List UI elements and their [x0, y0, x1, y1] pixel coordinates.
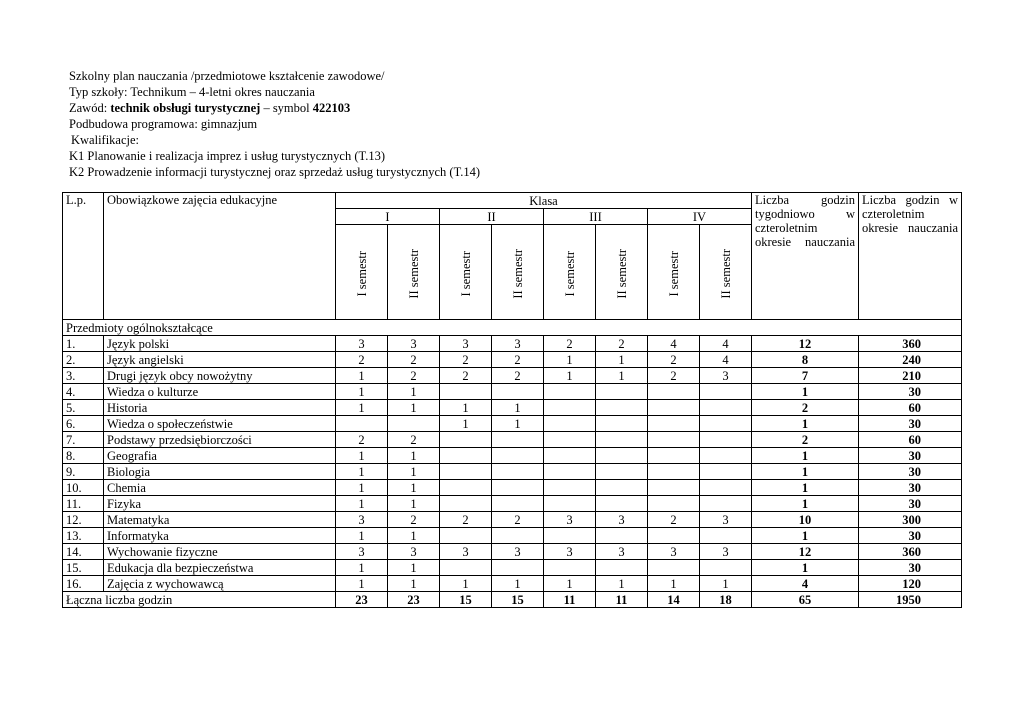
semester-hours: 3	[336, 336, 388, 352]
semester-hours	[648, 432, 700, 448]
footer-semester-hours: 11	[596, 592, 648, 608]
subject-name: Fizyka	[104, 496, 336, 512]
subject-name: Informatyka	[104, 528, 336, 544]
semester-hours: 3	[492, 336, 544, 352]
semester-hours	[492, 448, 544, 464]
table-row	[63, 336, 962, 352]
semester-hours	[700, 384, 752, 400]
semester-hours: 2	[388, 432, 440, 448]
semester-header	[700, 225, 752, 320]
semester-hours: 1	[596, 352, 648, 368]
semester-hours	[440, 464, 492, 480]
footer-semester-hours: 15	[440, 592, 492, 608]
footer-semester-hours: 23	[336, 592, 388, 608]
weekly-hours: 12	[752, 544, 859, 560]
semester-hours	[596, 416, 648, 432]
subject-name: Język polski	[104, 336, 336, 352]
semester-hours: 2	[440, 512, 492, 528]
semester-hours	[596, 496, 648, 512]
semester-hours: 1	[596, 368, 648, 384]
header-line-plan: Szkolny plan nauczania /przedmiotowe kształcenie zawodowe/	[69, 69, 385, 83]
profession-mid: – symbol	[260, 101, 313, 115]
semester-hours: 2	[492, 512, 544, 528]
total-hours: 360	[859, 544, 962, 560]
semester-hours: 4	[648, 336, 700, 352]
semester-header	[440, 225, 492, 320]
semester-hours: 1	[544, 352, 596, 368]
subject-name: Wychowanie fizyczne	[104, 544, 336, 560]
table-row	[63, 368, 962, 384]
row-number: 10.	[63, 480, 104, 496]
semester-hours: 1	[440, 400, 492, 416]
table-row	[63, 352, 962, 368]
semester-hours	[596, 448, 648, 464]
semester-hours	[440, 528, 492, 544]
subject-name: Wiedza o społeczeństwie	[104, 416, 336, 432]
footer-label: Łączna liczba godzin	[63, 592, 336, 608]
row-number: 6.	[63, 416, 104, 432]
row-number: 9.	[63, 464, 104, 480]
total-hours: 210	[859, 368, 962, 384]
row-number: 3.	[63, 368, 104, 384]
semester-hours	[648, 416, 700, 432]
header-line-basis: Podbudowa programowa: gimnazjum	[69, 117, 258, 131]
semester-hours	[492, 560, 544, 576]
section-title: Przedmioty ogólnokształcące	[63, 320, 962, 336]
semester-hours	[492, 496, 544, 512]
row-number: 4.	[63, 384, 104, 400]
row-number: 15.	[63, 560, 104, 576]
semester-label: II semestr	[718, 249, 733, 299]
semester-header	[596, 225, 648, 320]
semester-hours: 4	[700, 336, 752, 352]
subject-name: Matematyka	[104, 512, 336, 528]
semester-label: II semestr	[406, 249, 421, 299]
semester-hours	[648, 528, 700, 544]
weekly-hours: 10	[752, 512, 859, 528]
weekly-hours: 4	[752, 576, 859, 592]
table-row	[63, 496, 962, 512]
semester-hours: 2	[388, 368, 440, 384]
semester-hours: 1	[388, 480, 440, 496]
semester-hours: 1	[336, 576, 388, 592]
semester-hours: 2	[648, 368, 700, 384]
row-number: 7.	[63, 432, 104, 448]
semester-label: II semestr	[510, 249, 525, 299]
semester-header	[388, 225, 440, 320]
semester-hours	[700, 432, 752, 448]
table-row	[63, 416, 962, 432]
semester-hours: 2	[440, 368, 492, 384]
row-number: 1.	[63, 336, 104, 352]
subject-name: Biologia	[104, 464, 336, 480]
class-header-3: III	[544, 209, 648, 225]
header-line-qualifications: Kwalifikacje:	[71, 133, 140, 147]
semester-hours: 1	[336, 480, 388, 496]
table-footer-row	[63, 592, 962, 608]
semester-hours: 1	[336, 448, 388, 464]
semester-hours	[700, 448, 752, 464]
total-hours: 30	[859, 560, 962, 576]
semester-hours	[492, 480, 544, 496]
row-number: 16.	[63, 576, 104, 592]
subject-name: Chemia	[104, 480, 336, 496]
semester-label: I semestr	[562, 251, 577, 297]
total-hours: 30	[859, 480, 962, 496]
total-hours: 30	[859, 496, 962, 512]
semester-hours	[544, 496, 596, 512]
semester-hours	[544, 448, 596, 464]
semester-hours: 2	[336, 432, 388, 448]
footer-semester-hours: 11	[544, 592, 596, 608]
semester-hours: 1	[492, 416, 544, 432]
semester-hours	[492, 464, 544, 480]
class-header-2: II	[440, 209, 544, 225]
row-number: 5.	[63, 400, 104, 416]
semester-hours	[596, 528, 648, 544]
semester-hours: 1	[336, 560, 388, 576]
semester-hours	[648, 448, 700, 464]
semester-hours: 1	[388, 528, 440, 544]
total-hours: 360	[859, 336, 962, 352]
semester-hours	[544, 528, 596, 544]
footer-total-hours: 1950	[859, 592, 962, 608]
semester-hours: 1	[336, 384, 388, 400]
semester-hours	[492, 528, 544, 544]
semester-hours	[596, 560, 648, 576]
header-line-k2: K2 Prowadzenie informacji turystycznej oraz sprzedaż usług turystycznych (T.14)	[69, 165, 481, 179]
table-row	[63, 448, 962, 464]
semester-hours: 1	[336, 400, 388, 416]
semester-hours	[544, 384, 596, 400]
semester-label: I semestr	[354, 251, 369, 297]
total-hours: 300	[859, 512, 962, 528]
weekly-hours: 1	[752, 480, 859, 496]
semester-hours	[544, 480, 596, 496]
semester-hours	[700, 560, 752, 576]
curriculum-table	[62, 192, 962, 608]
table-row	[63, 400, 962, 416]
semester-hours: 3	[492, 544, 544, 560]
document-header	[69, 68, 480, 180]
subject-name: Geografia	[104, 448, 336, 464]
row-number: 2.	[63, 352, 104, 368]
semester-hours: 1	[336, 464, 388, 480]
footer-semester-hours: 23	[388, 592, 440, 608]
semester-hours	[648, 464, 700, 480]
col-total-header: Liczba godzin w czteroletnim okresie nauczania	[859, 193, 962, 320]
semester-hours: 2	[544, 336, 596, 352]
semester-hours: 2	[492, 368, 544, 384]
semester-hours	[492, 432, 544, 448]
profession-prefix: Zawód:	[69, 101, 111, 115]
semester-hours: 2	[648, 512, 700, 528]
weekly-hours: 1	[752, 384, 859, 400]
semester-hours: 2	[596, 336, 648, 352]
semester-hours: 1	[440, 416, 492, 432]
semester-hours	[596, 432, 648, 448]
footer-semester-hours: 15	[492, 592, 544, 608]
profession-symbol: 422103	[312, 101, 351, 115]
semester-label: II semestr	[614, 249, 629, 299]
subject-name: Edukacja dla bezpieczeństwa	[104, 560, 336, 576]
semester-hours	[700, 528, 752, 544]
total-hours: 30	[859, 464, 962, 480]
semester-hours	[440, 560, 492, 576]
col-weekly-header: Liczba godzin tygodniowo w czteroletnim okresie nauczania	[752, 193, 859, 320]
semester-hours: 1	[596, 576, 648, 592]
semester-hours	[648, 496, 700, 512]
row-number: 13.	[63, 528, 104, 544]
total-hours: 60	[859, 400, 962, 416]
footer-weekly-hours: 65	[752, 592, 859, 608]
semester-hours	[440, 480, 492, 496]
weekly-hours: 1	[752, 464, 859, 480]
semester-hours	[648, 560, 700, 576]
row-number: 8.	[63, 448, 104, 464]
subject-name: Drugi język obcy nowożytny	[104, 368, 336, 384]
semester-hours: 1	[492, 400, 544, 416]
semester-hours	[700, 464, 752, 480]
weekly-hours: 2	[752, 400, 859, 416]
table-row	[63, 528, 962, 544]
semester-hours: 3	[388, 336, 440, 352]
semester-hours	[544, 416, 596, 432]
weekly-hours: 12	[752, 336, 859, 352]
weekly-hours: 8	[752, 352, 859, 368]
header-line-profession	[69, 100, 480, 116]
footer-semester-hours: 14	[648, 592, 700, 608]
semester-hours: 1	[336, 368, 388, 384]
semester-hours: 1	[336, 496, 388, 512]
semester-hours	[544, 560, 596, 576]
semester-hours: 3	[596, 544, 648, 560]
weekly-hours: 1	[752, 560, 859, 576]
col-lp-header: L.p.	[63, 193, 104, 320]
semester-hours: 1	[544, 368, 596, 384]
semester-hours: 2	[388, 352, 440, 368]
semester-hours: 3	[648, 544, 700, 560]
table-row	[63, 464, 962, 480]
total-hours: 30	[859, 448, 962, 464]
semester-hours: 1	[492, 576, 544, 592]
total-hours: 30	[859, 528, 962, 544]
table-row	[63, 432, 962, 448]
total-hours: 120	[859, 576, 962, 592]
semester-hours: 4	[700, 352, 752, 368]
semester-hours: 3	[336, 544, 388, 560]
semester-hours: 1	[544, 576, 596, 592]
table-row	[63, 560, 962, 576]
subject-name: Zajęcia z wychowawcą	[104, 576, 336, 592]
semester-header	[492, 225, 544, 320]
table-row	[63, 576, 962, 592]
subject-name: Podstawy przedsiębiorczości	[104, 432, 336, 448]
semester-hours	[440, 448, 492, 464]
table-row	[63, 384, 962, 400]
header-line-k1: K1 Planowanie i realizacja imprez i usług turystycznych (T.13)	[69, 149, 385, 163]
row-number: 12.	[63, 512, 104, 528]
semester-hours: 3	[544, 544, 596, 560]
semester-hours: 1	[388, 576, 440, 592]
header-line-school-type: Typ szkoły: Technikum – 4-letni okres nauczania	[69, 85, 315, 99]
semester-hours	[596, 384, 648, 400]
semester-hours: 3	[700, 512, 752, 528]
row-number: 14.	[63, 544, 104, 560]
semester-hours: 1	[336, 528, 388, 544]
subject-name: Wiedza o kulturze	[104, 384, 336, 400]
table-row	[63, 480, 962, 496]
semester-hours	[648, 480, 700, 496]
profession-name: technik obsługi turystycznej	[110, 101, 261, 115]
semester-hours	[544, 400, 596, 416]
semester-hours: 2	[440, 352, 492, 368]
semester-hours: 1	[388, 384, 440, 400]
row-number: 11.	[63, 496, 104, 512]
subject-name: Historia	[104, 400, 336, 416]
semester-hours: 3	[596, 512, 648, 528]
table-row	[63, 512, 962, 528]
semester-hours	[700, 416, 752, 432]
semester-hours	[700, 480, 752, 496]
semester-hours: 1	[700, 576, 752, 592]
footer-semester-hours: 18	[700, 592, 752, 608]
weekly-hours: 1	[752, 496, 859, 512]
semester-hours: 2	[492, 352, 544, 368]
semester-hours: 3	[544, 512, 596, 528]
semester-hours: 1	[388, 464, 440, 480]
semester-hours: 1	[440, 576, 492, 592]
semester-hours	[440, 496, 492, 512]
class-header-4: IV	[648, 209, 752, 225]
semester-hours	[648, 384, 700, 400]
total-hours: 30	[859, 416, 962, 432]
weekly-hours: 7	[752, 368, 859, 384]
class-header-1: I	[336, 209, 440, 225]
semester-hours: 3	[388, 544, 440, 560]
table-row	[63, 544, 962, 560]
total-hours: 240	[859, 352, 962, 368]
semester-header	[648, 225, 700, 320]
col-klasa-header: Klasa	[336, 193, 752, 209]
semester-hours	[336, 416, 388, 432]
total-hours: 30	[859, 384, 962, 400]
semester-header	[336, 225, 388, 320]
semester-hours	[440, 432, 492, 448]
total-hours: 60	[859, 432, 962, 448]
semester-hours: 2	[648, 352, 700, 368]
semester-label: I semestr	[458, 251, 473, 297]
semester-hours	[492, 384, 544, 400]
semester-hours	[648, 400, 700, 416]
weekly-hours: 1	[752, 416, 859, 432]
semester-hours	[544, 432, 596, 448]
semester-hours: 3	[440, 336, 492, 352]
semester-hours: 1	[648, 576, 700, 592]
semester-hours: 3	[700, 544, 752, 560]
semester-hours: 1	[388, 560, 440, 576]
semester-hours: 1	[388, 448, 440, 464]
semester-hours: 3	[700, 368, 752, 384]
semester-hours	[440, 384, 492, 400]
weekly-hours: 2	[752, 432, 859, 448]
semester-label: I semestr	[666, 251, 681, 297]
weekly-hours: 1	[752, 528, 859, 544]
semester-hours	[388, 416, 440, 432]
col-subject-header: Obowiązkowe zajęcia edukacyjne	[104, 193, 336, 320]
semester-hours	[544, 464, 596, 480]
semester-hours	[700, 400, 752, 416]
semester-hours: 1	[388, 400, 440, 416]
subject-name: Język angielski	[104, 352, 336, 368]
semester-hours: 2	[336, 352, 388, 368]
semester-hours: 3	[440, 544, 492, 560]
semester-hours	[596, 480, 648, 496]
semester-hours	[596, 464, 648, 480]
semester-hours: 2	[388, 512, 440, 528]
semester-hours: 1	[388, 496, 440, 512]
semester-header	[544, 225, 596, 320]
weekly-hours: 1	[752, 448, 859, 464]
semester-hours	[596, 400, 648, 416]
semester-hours: 3	[336, 512, 388, 528]
semester-hours	[700, 496, 752, 512]
